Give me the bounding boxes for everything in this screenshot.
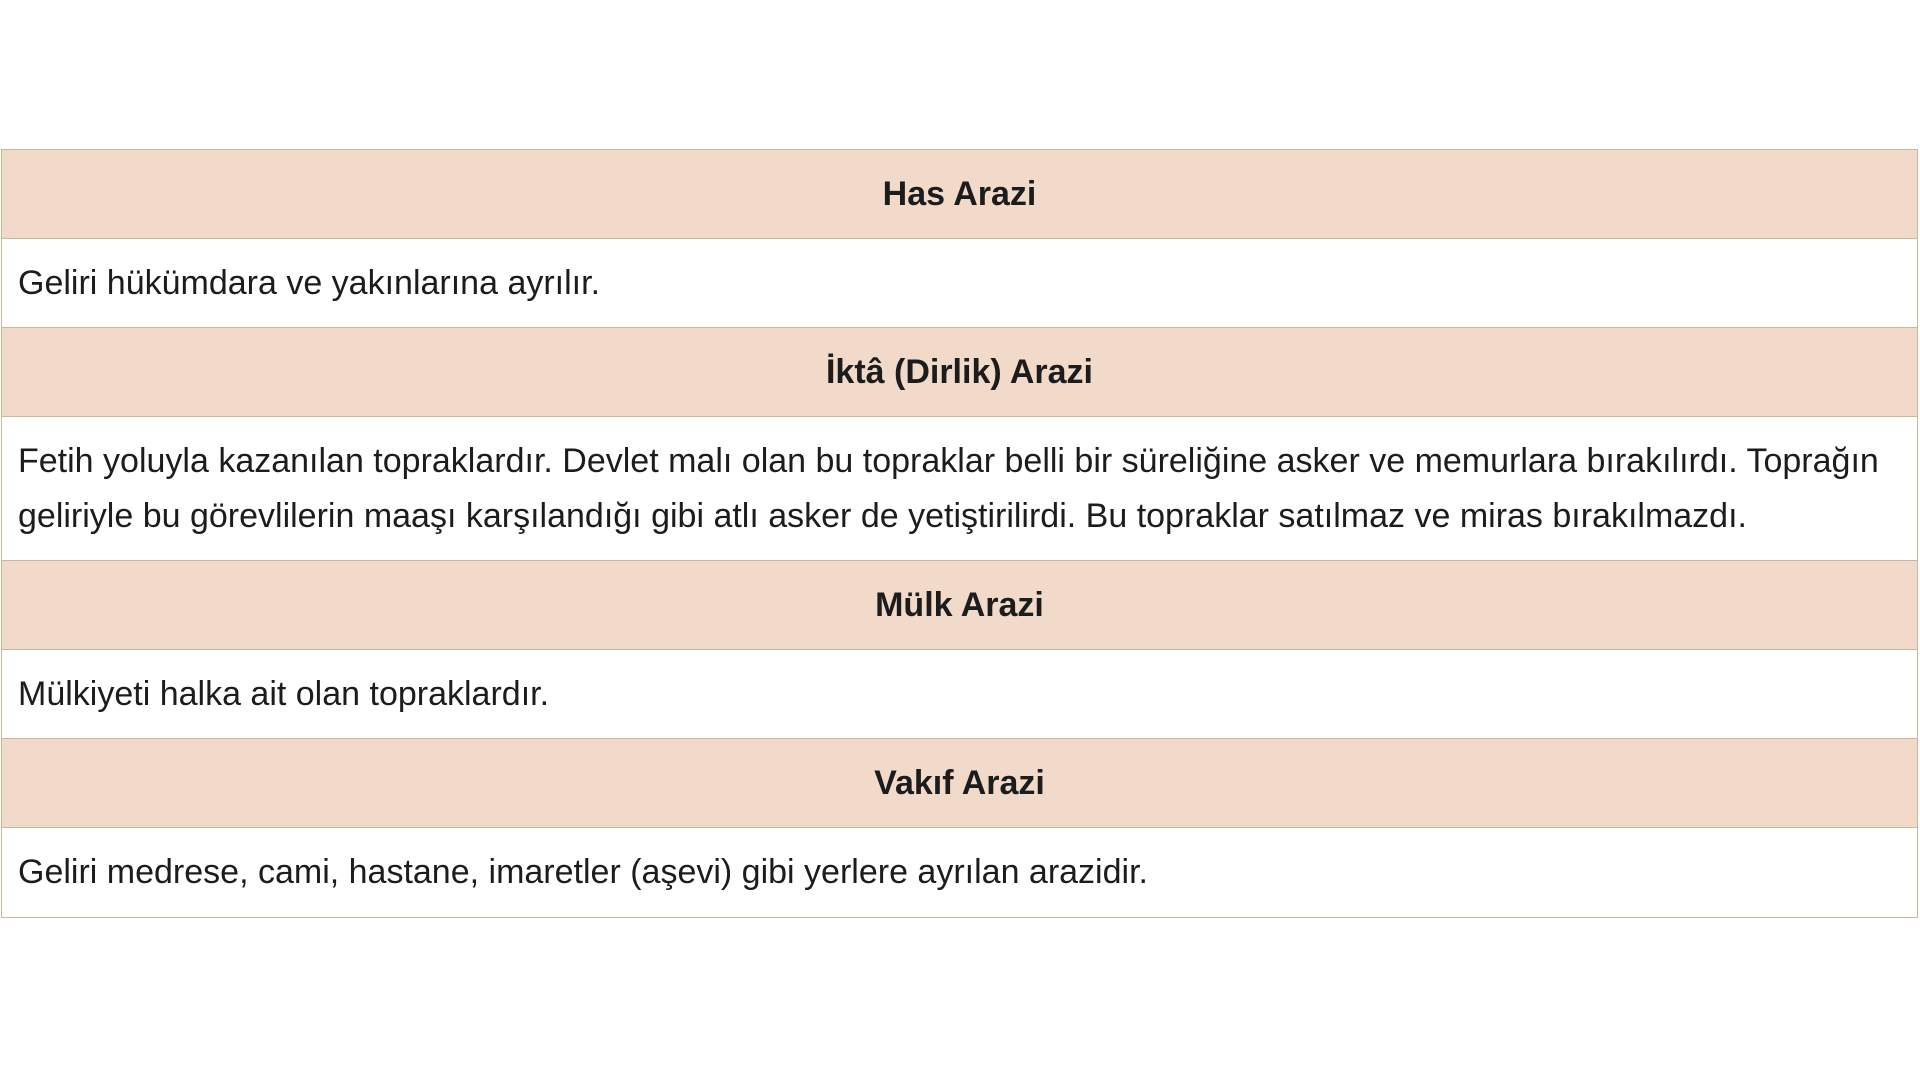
- section-body-vakif-arazi: [2, 828, 1917, 917]
- section-description: Mülkiyeti halka ait olan topraklardır.: [18, 674, 550, 713]
- section-title: İktâ (Dirlik) Arazi: [825, 352, 1094, 391]
- section-title: Mülk Arazi: [875, 585, 1044, 624]
- section-header-has-arazi: [2, 150, 1917, 239]
- section-header-mulk-arazi: [2, 561, 1917, 650]
- land-types-table: [1, 149, 1918, 918]
- section-title: Vakıf Arazi: [874, 763, 1045, 802]
- section-title: Has Arazi: [882, 174, 1037, 213]
- section-body-ikta-arazi: [2, 417, 1917, 561]
- section-description: Fetih yoluyla kazanılan topraklardır. Devlet malı olan bu topraklar belli bir süreliğine asker ve memurlara bırakılırdı. Toprağın geliriyle bu görevlilerin maaşı karşılandığı gibi atlı asker de yetiştirilirdi. Bu topraklar satılmaz ve miras bırakılmazdı.: [18, 441, 1879, 535]
- section-description: Geliri hükümdara ve yakınlarına ayrılır.: [18, 263, 601, 302]
- section-description: Geliri medrese, cami, hastane, imaretler (aşevi) gibi yerlere ayrılan arazidir.: [18, 853, 1148, 891]
- section-body-has-arazi: [2, 239, 1917, 328]
- section-header-ikta-arazi: [2, 328, 1917, 417]
- section-header-vakif-arazi: [2, 739, 1917, 828]
- section-body-mulk-arazi: [2, 650, 1917, 739]
